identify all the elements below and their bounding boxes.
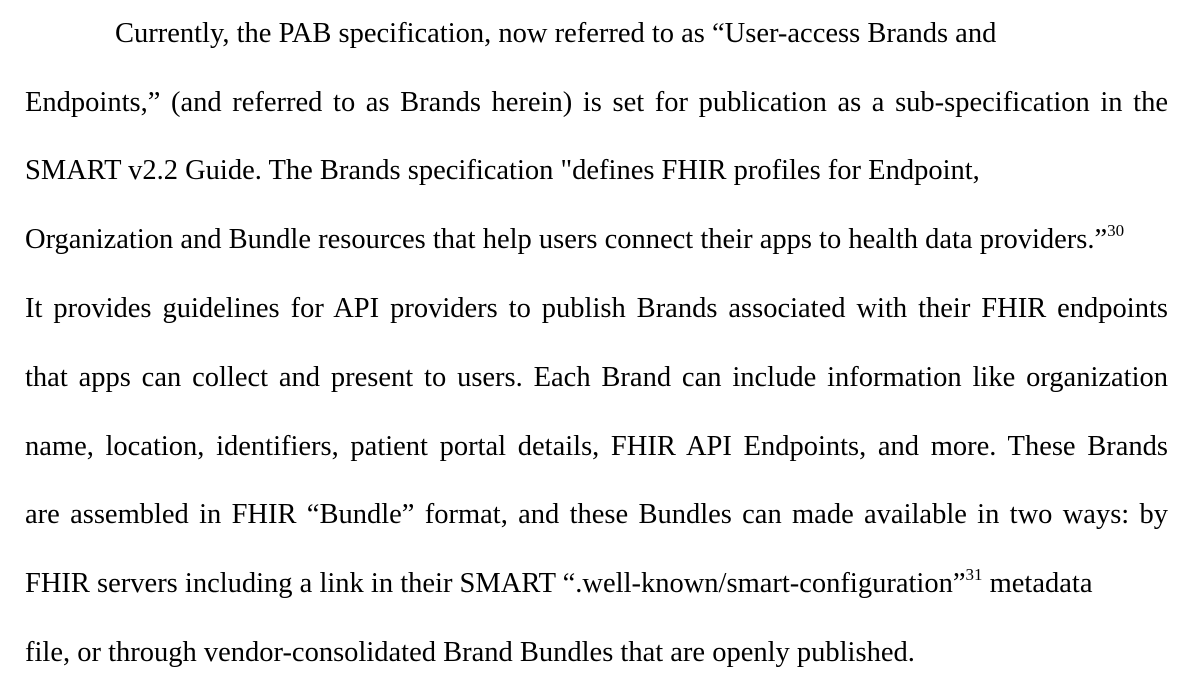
paragraph-line-8: are assembled in FHIR “Bundle” format, and these Bundles can made available in two ways: by: [25, 499, 1168, 530]
line-9-text-before: FHIR servers including a link in their SMART “.well-known/smart-configuration”: [25, 568, 966, 599]
paragraph-line-10: file, or through vendor-consolidated Brand Bundles that are openly published.: [25, 637, 915, 668]
paragraph-line-4: [25, 220, 1125, 257]
paragraph-line-9: [25, 564, 1093, 601]
paragraph-line-6: that apps can collect and present to users. Each Brand can include information like organization: [25, 362, 1168, 393]
footnote-ref-31: 31: [965, 564, 983, 584]
footnote-ref-30: 30: [1107, 220, 1125, 240]
paragraph-line-3: SMART v2.2 Guide. The Brands specification "defines FHIR profiles for Endpoint,: [25, 155, 980, 186]
line-9-text-after: metadata: [982, 568, 1093, 599]
paragraph-line-7: name, location, identifiers, patient portal details, FHIR API Endpoints, and more. These Brands: [25, 431, 1168, 462]
paragraph-line-1: Currently, the PAB specification, now referred to as “User-access Brands and: [115, 18, 997, 49]
line-4-text: Organization and Bundle resources that help users connect their apps to health data providers.”: [25, 224, 1108, 255]
paragraph-line-2: Endpoints,” (and referred to as Brands herein) is set for publication as a sub-specification in the: [25, 87, 1168, 118]
paragraph-line-5: It provides guidelines for API providers to publish Brands associated with their FHIR endpoints: [25, 293, 1168, 324]
